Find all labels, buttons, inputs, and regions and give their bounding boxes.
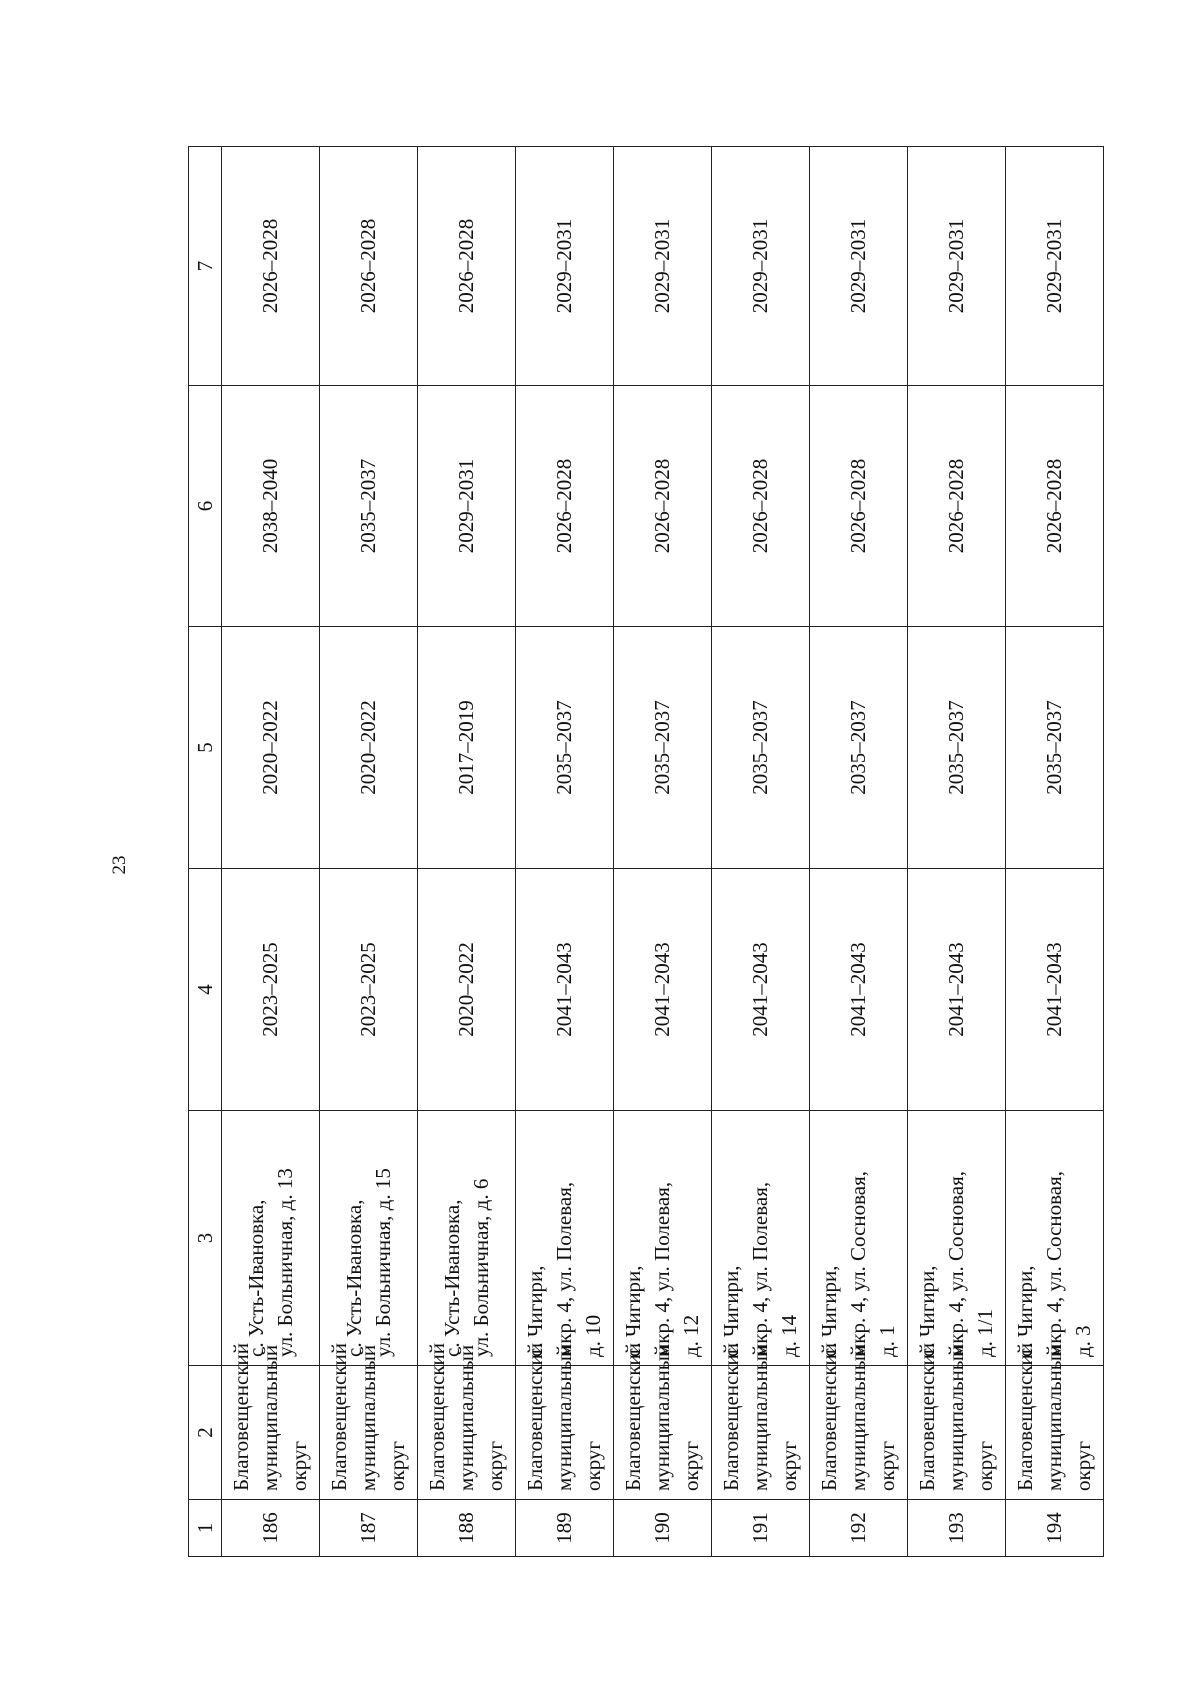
- table-row: [1006, 147, 1104, 1557]
- district-cell: [222, 1342, 320, 1500]
- row-number-cell: 186: [222, 1500, 320, 1557]
- period-cell-col7: 2029–2031: [614, 147, 712, 386]
- address-cell: [1006, 1111, 1104, 1366]
- table-row: [516, 147, 614, 1557]
- period-cell-col7: 2026–2028: [222, 147, 320, 386]
- district-line: округ: [1071, 1440, 1095, 1491]
- table-row: [712, 147, 810, 1557]
- period-cell-col7: 2029–2031: [516, 147, 614, 386]
- address-line: с. Чигири,: [817, 1265, 841, 1357]
- address-line: д. 1: [875, 1325, 899, 1357]
- period-cell-col6: 2026–2028: [1006, 386, 1104, 627]
- period-cell-col5: 2035–2037: [516, 627, 614, 869]
- address-line: с. Чигири,: [1013, 1265, 1037, 1357]
- district-line: Благовещенский: [1013, 1342, 1037, 1491]
- row-number-cell: 193: [908, 1500, 1006, 1557]
- address-line: с. Чигири,: [719, 1265, 743, 1357]
- district-line: муниципальный: [356, 1344, 380, 1491]
- header-row: [189, 147, 222, 1557]
- registry-table: [188, 146, 1104, 1557]
- table-row: [908, 147, 1006, 1557]
- district-line: Благовещенский: [719, 1342, 743, 1491]
- district-line: муниципальный: [1042, 1344, 1066, 1491]
- district-line: Благовещенский: [327, 1342, 351, 1491]
- period-cell-col6: 2035–2037: [320, 386, 418, 627]
- period-cell-col5: 2035–2037: [810, 627, 908, 869]
- district-line: муниципальный: [454, 1344, 478, 1491]
- period-cell-col4: 2023–2025: [320, 869, 418, 1111]
- table-body: [222, 147, 1104, 1557]
- period-cell-col7: 2029–2031: [1006, 147, 1104, 386]
- district-line: округ: [385, 1440, 409, 1491]
- address-line: д. 1/1: [973, 1308, 997, 1357]
- address-cell: [810, 1111, 908, 1366]
- address-line: мкр. 4, ул. Полевая,: [650, 1181, 674, 1357]
- table-row: [614, 147, 712, 1557]
- district-line: муниципальный: [552, 1344, 576, 1491]
- period-cell-col5: 2035–2037: [614, 627, 712, 869]
- district-line: муниципальный: [650, 1344, 674, 1491]
- district-line: округ: [581, 1440, 605, 1491]
- district-cell: [418, 1342, 516, 1500]
- period-cell-col4: 2023–2025: [222, 869, 320, 1111]
- district-cell: [908, 1342, 1006, 1500]
- row-number-cell: 188: [418, 1500, 516, 1557]
- column-header-3: 3: [189, 1111, 222, 1366]
- period-cell-col4: 2041–2043: [908, 869, 1006, 1111]
- period-cell-col7: 2029–2031: [810, 147, 908, 386]
- period-cell-col7: 2029–2031: [712, 147, 810, 386]
- district-line: округ: [483, 1440, 507, 1491]
- district-line: муниципальный: [748, 1344, 772, 1491]
- district-line: округ: [777, 1440, 801, 1491]
- row-number-cell: 192: [810, 1500, 908, 1557]
- period-cell-col5: 2035–2037: [908, 627, 1006, 869]
- address-line: д. 3: [1071, 1325, 1095, 1357]
- column-header-2: 2: [189, 1366, 222, 1500]
- district-line: муниципальный: [846, 1344, 870, 1491]
- period-cell-col6: 2029–2031: [418, 386, 516, 627]
- address-line: с. Чигири,: [523, 1265, 547, 1357]
- row-number-cell: 190: [614, 1500, 712, 1557]
- period-cell-col6: 2038–2040: [222, 386, 320, 627]
- column-header-4: 4: [189, 869, 222, 1111]
- address-cell: [418, 1111, 516, 1366]
- period-cell-col6: 2026–2028: [614, 386, 712, 627]
- address-line: с. Усть-Ивановка,: [243, 1199, 268, 1357]
- row-number-cell: 187: [320, 1500, 418, 1557]
- table-frame: [188, 147, 1098, 1557]
- period-cell-col6: 2026–2028: [810, 386, 908, 627]
- period-cell-col5: 2020–2022: [320, 627, 418, 869]
- period-cell-col6: 2026–2028: [516, 386, 614, 627]
- address-cell: [320, 1111, 418, 1366]
- district-cell: [1006, 1342, 1104, 1500]
- district-line: муниципальный: [944, 1344, 968, 1491]
- row-number-cell: 194: [1006, 1500, 1104, 1557]
- address-cell: [712, 1111, 810, 1366]
- period-cell-col5: 2035–2037: [1006, 627, 1104, 869]
- district-cell: [320, 1342, 418, 1500]
- district-line: Благовещенский: [523, 1342, 547, 1491]
- period-cell-col4: 2041–2043: [712, 869, 810, 1111]
- period-cell-col4: 2041–2043: [614, 869, 712, 1111]
- address-line: мкр. 4, ул. Полевая,: [552, 1181, 576, 1357]
- address-line: с. Усть-Ивановка,: [341, 1199, 366, 1357]
- address-line: д. 12: [679, 1314, 703, 1357]
- table-row: [810, 147, 908, 1557]
- district-line: Благовещенский: [229, 1342, 253, 1491]
- table-row: [418, 147, 516, 1557]
- column-header-7: 7: [189, 147, 222, 386]
- address-line: ул. Больничная, д. 6: [468, 1178, 493, 1357]
- district-line: Благовещенский: [621, 1342, 645, 1491]
- period-cell-col4: 2020–2022: [418, 869, 516, 1111]
- address-cell: [516, 1111, 614, 1366]
- page-number: 23: [109, 855, 130, 875]
- table-row: [222, 147, 320, 1557]
- period-cell-col4: 2041–2043: [516, 869, 614, 1111]
- address-line: мкр. 4, ул. Сосновая,: [944, 1170, 968, 1357]
- address-line: с. Чигири,: [915, 1265, 939, 1357]
- address-line: с. Усть-Ивановка,: [439, 1199, 464, 1357]
- period-cell-col5: 2017–2019: [418, 627, 516, 869]
- district-line: муниципальный: [258, 1344, 282, 1491]
- district-line: округ: [973, 1440, 997, 1491]
- column-header-6: 6: [189, 386, 222, 627]
- period-cell-col4: 2041–2043: [1006, 869, 1104, 1111]
- district-cell: [614, 1342, 712, 1500]
- district-cell: [516, 1342, 614, 1500]
- period-cell-col7: 2026–2028: [320, 147, 418, 386]
- period-cell-col7: 2026–2028: [418, 147, 516, 386]
- row-number-cell: 189: [516, 1500, 614, 1557]
- address-line: мкр. 4, ул. Полевая,: [748, 1181, 772, 1357]
- period-cell-col5: 2035–2037: [712, 627, 810, 869]
- address-cell: [222, 1111, 320, 1366]
- row-number-cell: 191: [712, 1500, 810, 1557]
- district-line: округ: [679, 1440, 703, 1491]
- district-line: Благовещенский: [915, 1342, 939, 1491]
- address-line: мкр. 4, ул. Сосновая,: [1042, 1170, 1066, 1357]
- rotated-table-container: [188, 147, 1098, 1557]
- period-cell-col7: 2029–2031: [908, 147, 1006, 386]
- district-line: Благовещенский: [817, 1342, 841, 1491]
- address-line: с. Чигири,: [621, 1265, 645, 1357]
- district-cell: [810, 1342, 908, 1500]
- address-line: ул. Больничная, д. 13: [272, 1168, 297, 1357]
- period-cell-col5: 2020–2022: [222, 627, 320, 869]
- district-line: округ: [875, 1440, 899, 1491]
- address-line: д. 10: [581, 1314, 605, 1357]
- address-cell: [614, 1111, 712, 1366]
- address-cell: [908, 1111, 1006, 1366]
- column-header-5: 5: [189, 627, 222, 869]
- period-cell-col4: 2041–2043: [810, 869, 908, 1111]
- address-line: ул. Больничная, д. 15: [370, 1168, 395, 1357]
- period-cell-col6: 2026–2028: [908, 386, 1006, 627]
- address-line: д. 14: [777, 1314, 801, 1357]
- table-row: [320, 147, 418, 1557]
- period-cell-col6: 2026–2028: [712, 386, 810, 627]
- district-line: округ: [287, 1440, 311, 1491]
- column-header-1: 1: [189, 1500, 222, 1557]
- address-line: мкр. 4, ул. Сосновая,: [846, 1170, 870, 1357]
- district-line: Благовещенский: [425, 1342, 449, 1491]
- district-cell: [712, 1342, 810, 1500]
